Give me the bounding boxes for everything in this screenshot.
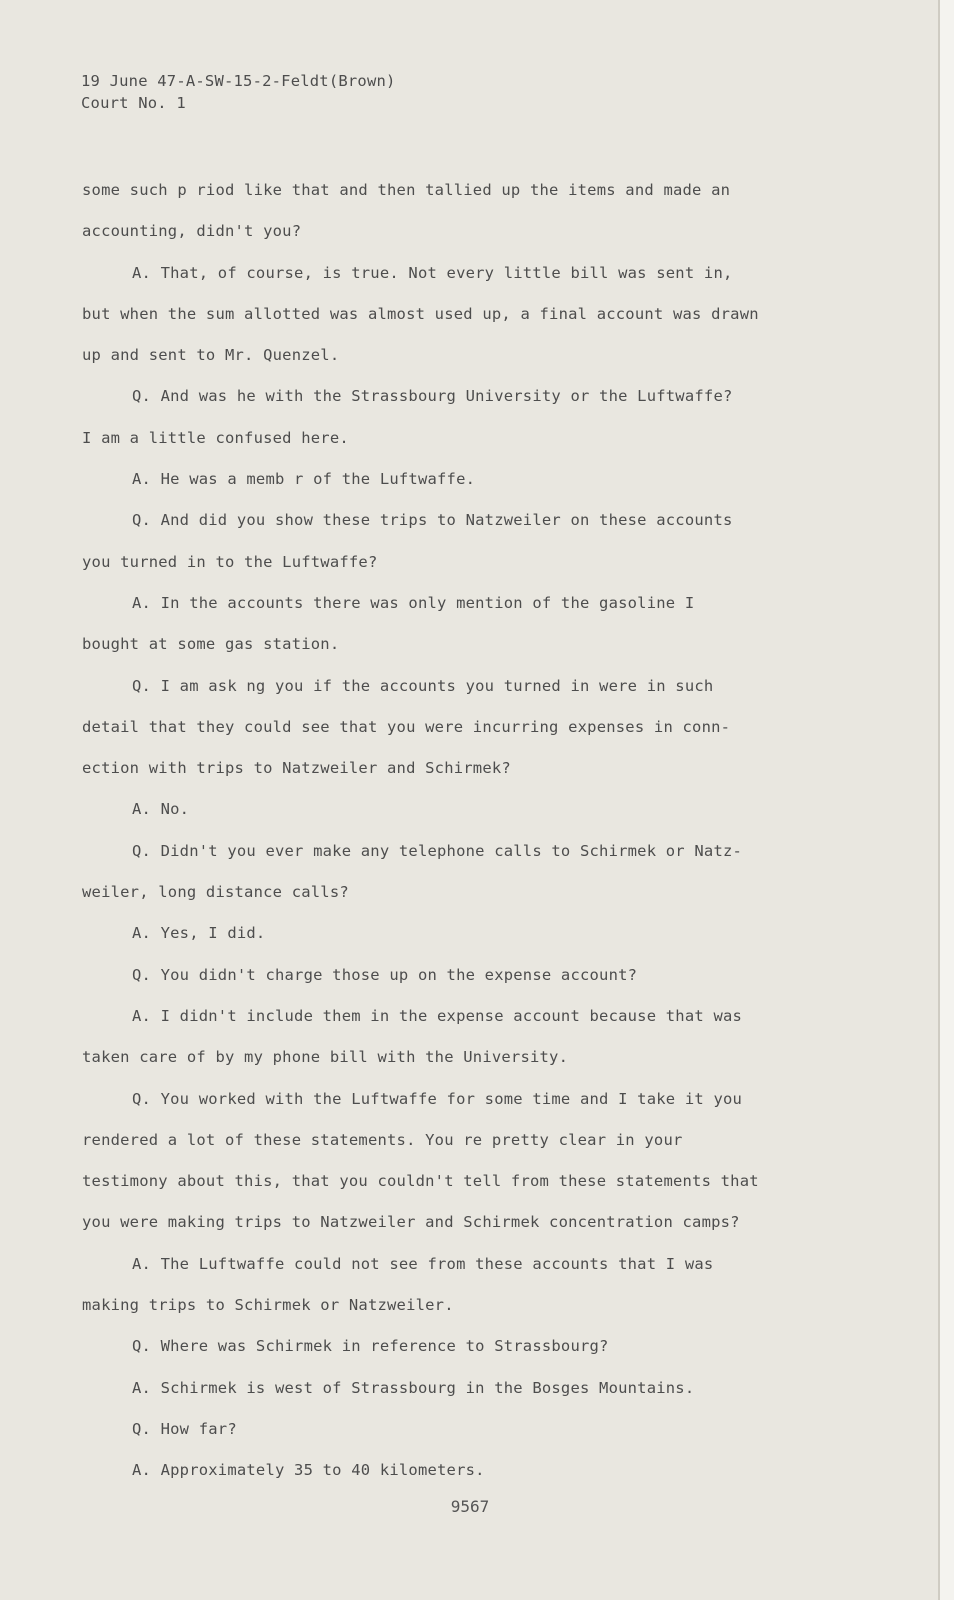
answer-line: A. I didn't include them in the expense account because that was [132, 1006, 743, 1025]
question-line: Q. And did you show these trips to Natzweiler on these accounts [132, 511, 733, 530]
question-line: Q. And was he with the Strassbourg University or the Luftwaffe? [132, 387, 733, 406]
answer-line: A. Approximately 35 to 40 kilometers. [132, 1461, 485, 1480]
answer-line: A. He was a memb r of the Luftwaffe. [132, 470, 476, 489]
transcript-line: detail that they could see that you were incurring expenses in conn- [82, 717, 731, 736]
document-header [81, 70, 396, 114]
transcript-body [82, 170, 882, 1492]
answer-line: A. Schirmek is west of Strassbourg in the Bosges Mountains. [132, 1378, 695, 1397]
transcript-line: accounting, didn't you? [82, 222, 302, 241]
transcript-line: making trips to Schirmek or Natzweiler. [82, 1296, 454, 1315]
question-line: Q. How far? [132, 1419, 237, 1438]
answer-line: A. The Luftwaffe could not see from these accounts that I was [132, 1254, 714, 1273]
transcript-line: I am a little confused here. [82, 428, 349, 447]
transcript-line: ection with trips to Natzweiler and Schirmek? [82, 759, 511, 778]
question-line: Q. You worked with the Luftwaffe for some time and I take it you [132, 1089, 743, 1108]
answer-line: A. That, of course, is true. Not every little bill was sent in, [132, 263, 733, 282]
transcript-line: you were making trips to Natzweiler and Schirmek concentration camps? [82, 1213, 740, 1232]
transcript-line: testimony about this, that you couldn't tell from these statements that [82, 1172, 759, 1191]
question-line: Q. Where was Schirmek in reference to Strassbourg? [132, 1337, 609, 1356]
transcript-line: taken care of by my phone bill with the University. [82, 1048, 569, 1067]
case-reference: 19 June 47-A-SW-15-2-Feldt(Brown) [81, 72, 396, 90]
answer-line: A. In the accounts there was only mention of the gasoline I [132, 593, 695, 612]
court-number: Court No. 1 [81, 94, 186, 112]
transcript-line: bought at some gas station. [82, 635, 340, 654]
transcript-line: but when the sum allotted was almost used up, a final account was drawn [82, 304, 759, 323]
answer-line: A. Yes, I did. [132, 924, 266, 943]
transcript-line: up and sent to Mr. Quenzel. [82, 346, 340, 365]
transcript-line: some such p riod like that and then tallied up the items and made an [82, 181, 731, 199]
page-number: 9567 [450, 1497, 490, 1516]
question-line: Q. Didn't you ever make any telephone calls to Schirmek or Natz- [132, 841, 743, 860]
question-line: Q. You didn't charge those up on the expense account? [132, 965, 638, 984]
transcript-line: rendered a lot of these statements. You re pretty clear in your [82, 1130, 683, 1149]
answer-line: A. No. [132, 800, 190, 819]
transcript-line: you turned in to the Luftwaffe? [82, 552, 378, 571]
question-line: Q. I am ask ng you if the accounts you turned in were in such [132, 676, 714, 695]
transcript-line: weiler, long distance calls? [82, 883, 349, 902]
